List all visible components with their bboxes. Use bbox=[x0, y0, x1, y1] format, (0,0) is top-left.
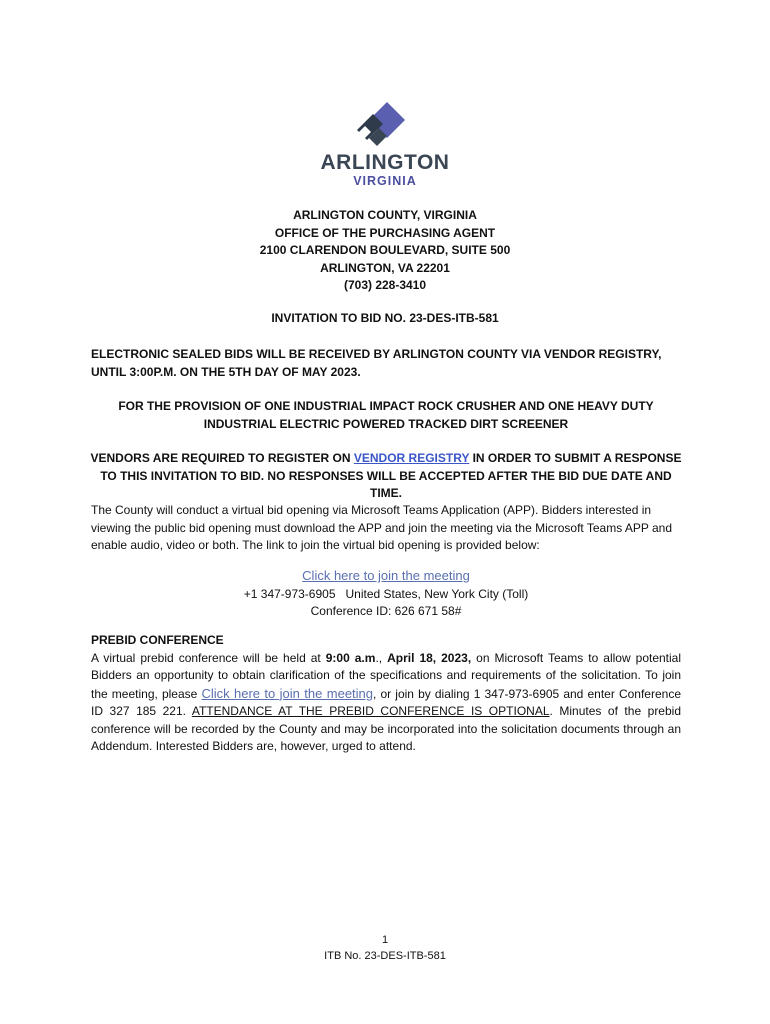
page-number: 1 bbox=[381, 934, 389, 946]
meeting-info bbox=[91, 567, 681, 621]
prebid-join-link[interactable]: Click here to join the meeting bbox=[201, 685, 374, 701]
page-footer bbox=[0, 932, 770, 964]
prebid-paragraph bbox=[91, 650, 681, 756]
sealed-bids-notice: ELECTRONIC SEALED BIDS WILL BE RECEIVED BY ARLINGTON COUNTY VIA VENDOR REGISTRY, UNTIL 3:00P.M. ON THE 5TH DAY OF MAY 2023. bbox=[91, 347, 662, 379]
prebid-text: . Minutes of the prebid conference will be recorded by the County and may be incorporated into the solicitation documents through an Addendum. Interested Bidders are, however, urged to attend. bbox=[91, 704, 681, 753]
virtual-opening-paragraph: The County will conduct a virtual bid opening via Microsoft Teams Application (APP). Bidders interested in viewing the public bid opening must download the APP and join the meeting via the Microsoft Teams APP and enable audio, video or both. The link to join the virtual bid opening is provided below: bbox=[91, 503, 673, 552]
arlington-logo bbox=[300, 100, 470, 192]
arlington-logo-icon bbox=[357, 100, 413, 150]
address-line: (703) 228-3410 bbox=[343, 278, 427, 292]
address-line: ARLINGTON COUNTY, VIRGINIA bbox=[293, 208, 477, 222]
prebid-heading: PREBID CONFERENCE bbox=[91, 633, 224, 647]
prebid-text: A virtual prebid conference will be held at bbox=[91, 650, 326, 665]
prebid-text: on Microsoft Teams to allow potential Bidders an opportunity to obtain clarification of the specifications and requirements of the solicitation. To join the meeting, please bbox=[91, 650, 682, 701]
vendor-registry-link[interactable]: VENDOR REGISTRY bbox=[353, 451, 470, 465]
prebid-optional-notice: ATTENDANCE AT THE PREBID CONFERENCE IS OPTIONAL bbox=[191, 704, 550, 718]
address-line: OFFICE OF THE PURCHASING AGENT bbox=[274, 225, 496, 240]
address-line: ARLINGTON, VA 22201 bbox=[320, 260, 450, 275]
prebid-time: 9:00 a.m bbox=[325, 650, 376, 665]
footer-reference: ITB No. 23-DES-ITB-581 bbox=[324, 950, 446, 962]
prebid-text: ., bbox=[375, 650, 388, 665]
address-line: 2100 CLARENDON BOULEVARD, SUITE 500 bbox=[259, 243, 511, 257]
address-block bbox=[0, 207, 770, 295]
vendors-notice bbox=[86, 450, 686, 503]
meeting-conference-id: Conference ID: 626 671 58# bbox=[310, 604, 462, 618]
prebid-section bbox=[91, 632, 681, 756]
meeting-phone: +1 347-973-6905 United States, New York City (Toll) bbox=[243, 586, 529, 601]
provision-notice: FOR THE PROVISION OF ONE INDUSTRIAL IMPACT ROCK CRUSHER AND ONE HEAVY DUTY INDUSTRIAL ELECTRIC POWERED TRACKED DIRT SCREENER bbox=[118, 399, 654, 431]
join-meeting-link[interactable]: Click here to join the meeting bbox=[302, 568, 470, 583]
prebid-date: April 18, 2023, bbox=[387, 650, 472, 665]
vendors-text: VENDORS ARE REQUIRED TO REGISTER ON bbox=[90, 451, 354, 465]
prebid-text: , or join by dialing 1 347-973-6905 and enter Conference ID 327 185 221. bbox=[91, 686, 681, 718]
itb-title: INVITATION TO BID NO. 23-DES-ITB-581 bbox=[271, 311, 499, 325]
logo-name: ARLINGTON bbox=[320, 151, 450, 174]
vendors-text: IN ORDER TO SUBMIT A RESPONSE TO THIS INVITATION TO BID. NO RESPONSES WILL BE ACCEPTED AFTER THE BID DUE DATE AND TIME. bbox=[100, 451, 682, 500]
logo-subtitle: VIRGINIA bbox=[353, 174, 417, 188]
